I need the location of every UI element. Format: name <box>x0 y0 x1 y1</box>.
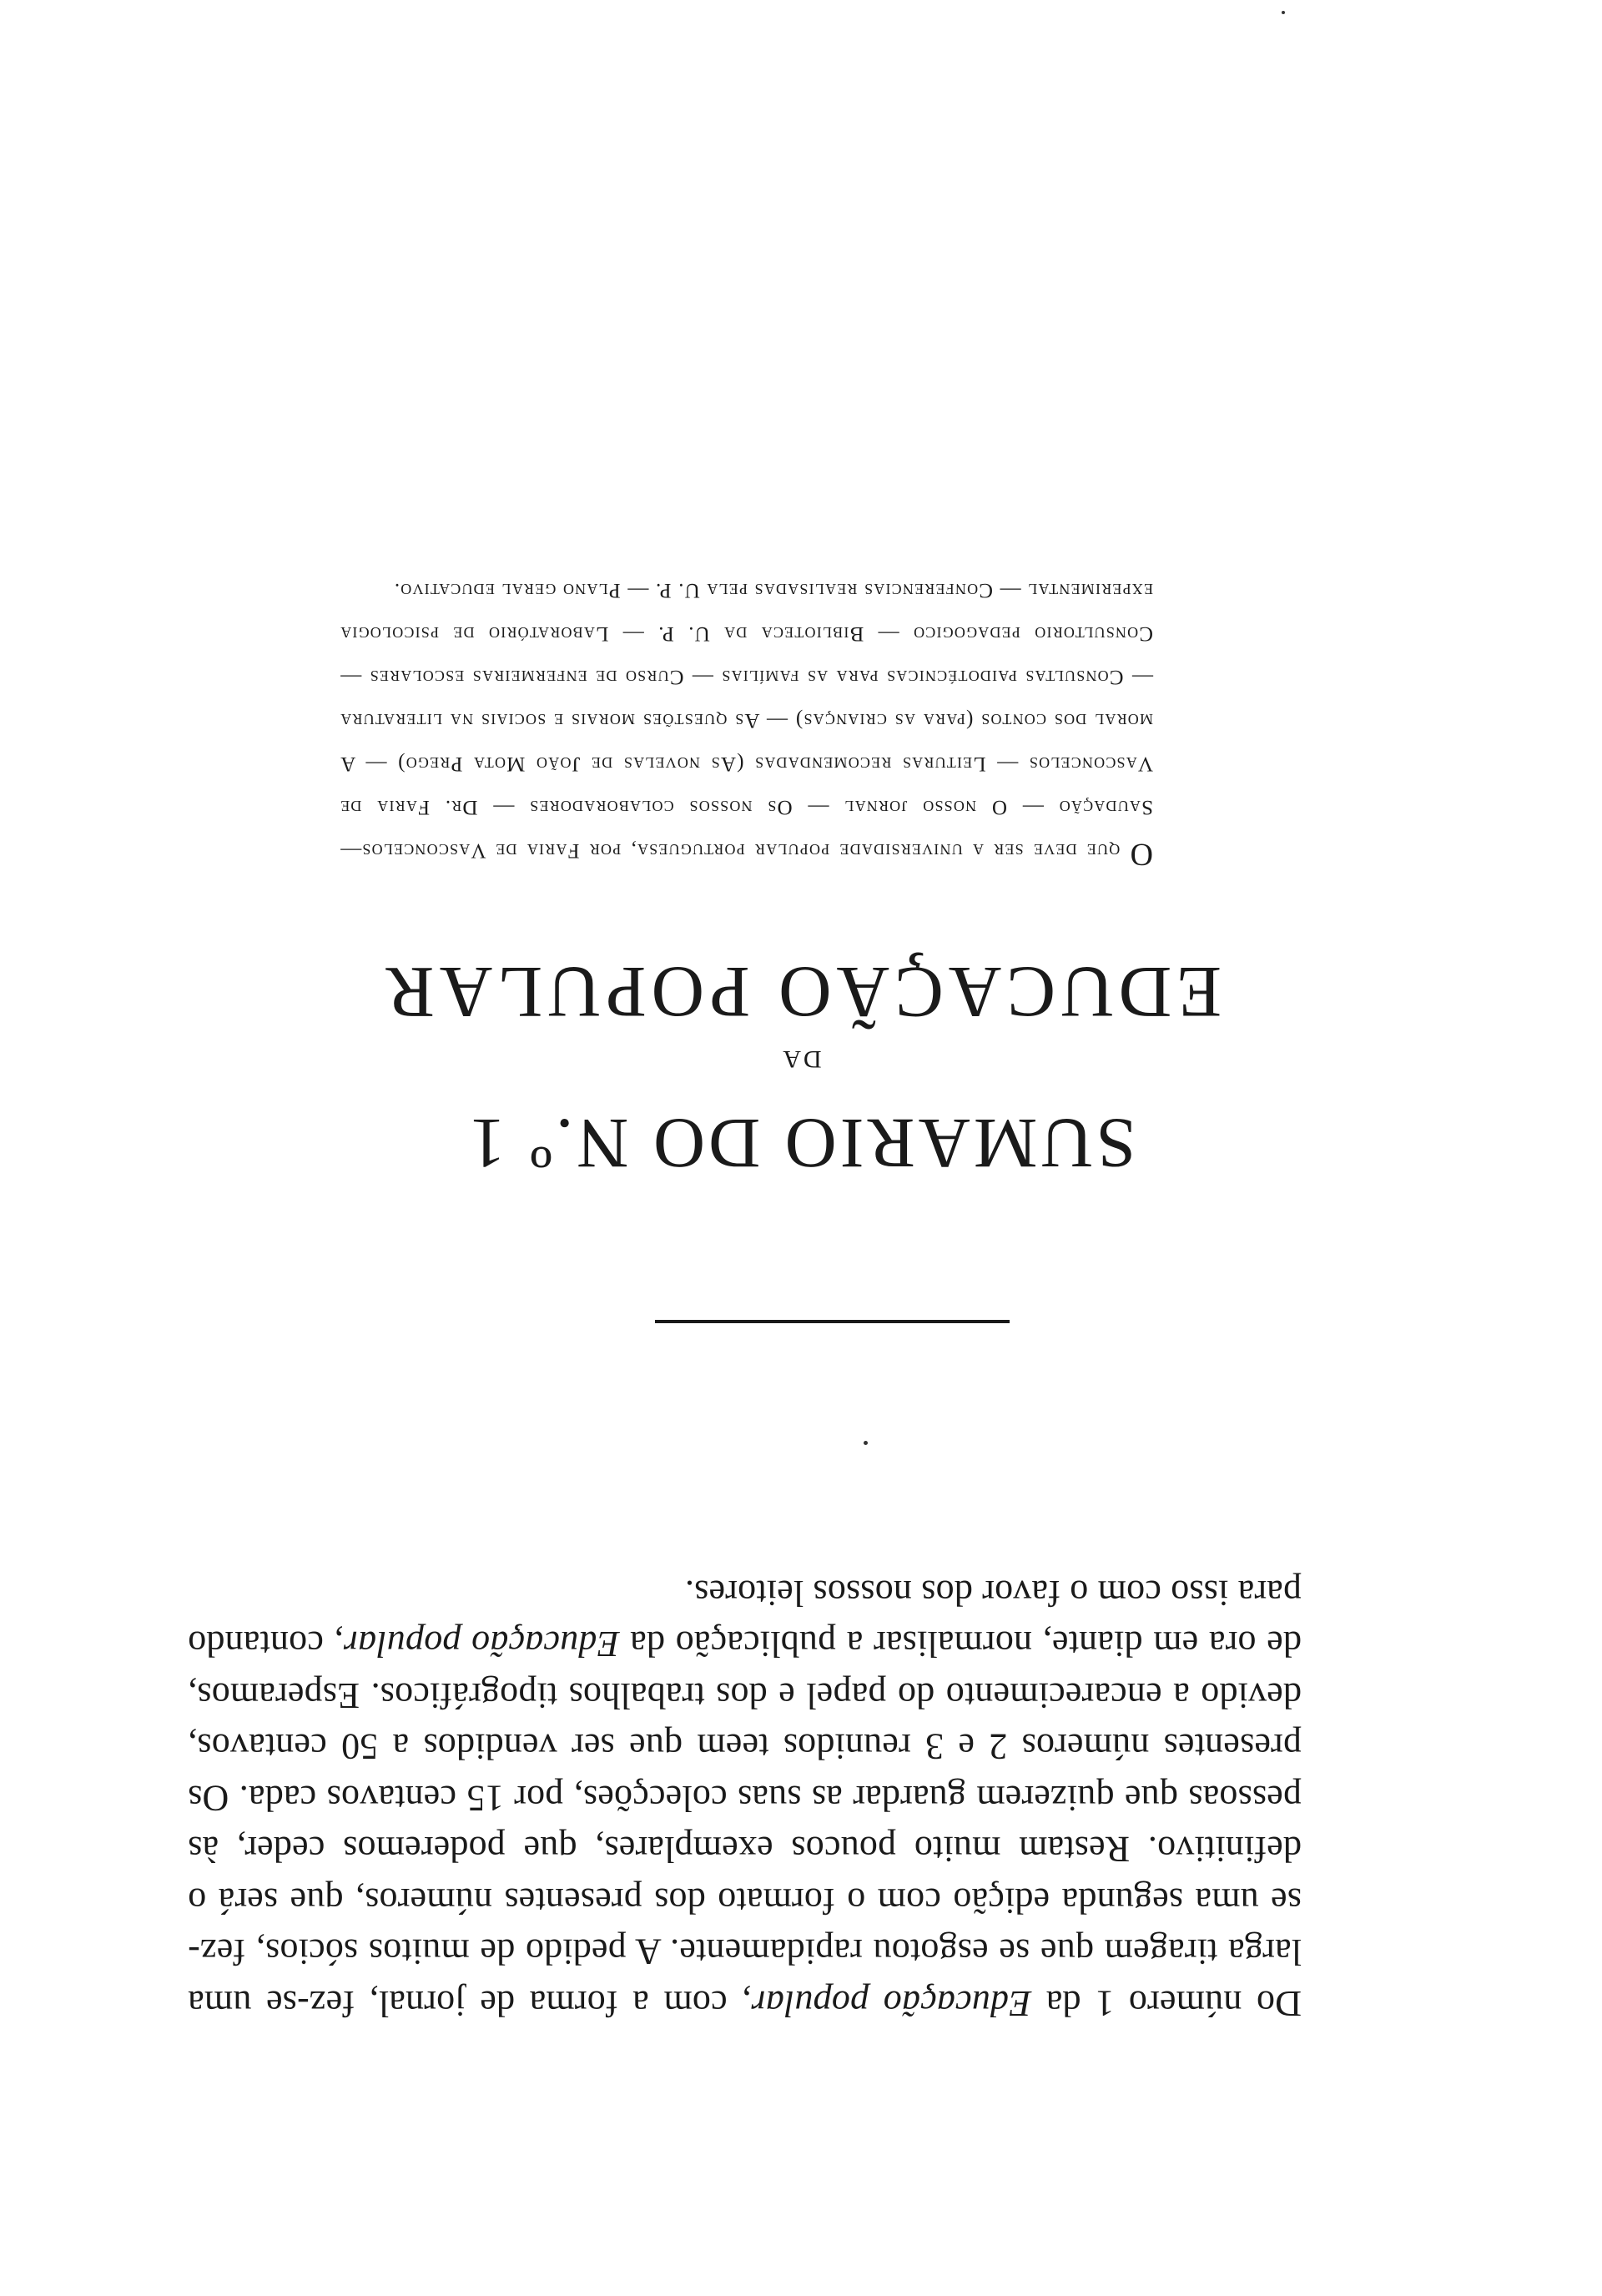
section-divider-rule <box>655 1320 1010 1323</box>
summary-title: SUMARIO DO N.º 1 <box>466 1104 1136 1184</box>
journal-name-italic: Educação popular <box>751 1983 1032 2024</box>
intro-start-text: Do número 1 da <box>1031 1983 1302 2024</box>
print-speck <box>864 1441 868 1445</box>
contents-lead-letter: O <box>1129 837 1153 872</box>
intro-end-text: , contando para isso com o favor dos nossos leitores. <box>187 1573 1302 1665</box>
da-label: DA <box>780 1045 822 1073</box>
contents-text: que deve ser a universidade popular portuguesa, por Faria de Vasconcelos—Saudação — O nosso jornal — Os nossos colaboradores — Dr. Faria de Vasconcelos — Leituras recomendadas (As novelas de João Mota Prego) — A moral dos contos (para as crianças) — As questões morais e sociais na literatura — Consultas paidotécnicas para as famílias — Curso de enfermeiras escolares — Consultorio pedagogico — Biblioteca da U. P. — Laboratório de psicologia experimental — Conferencias realisadas pela U. P. — Plano geral educativo. <box>340 579 1153 862</box>
intro-paragraph <box>188 1568 1302 2030</box>
print-speck <box>1282 11 1285 14</box>
intro-middle-text: , com a forma de jornal, fez-se uma larga tiragem que se esgotou rapidamente. A pedido de muitos sócios, fez-se uma segunda edição com o formato dos presentes números, que será o definitivo. Restam muito poucos exemplares, que poderemos ceder, às pessoas que quizerem guardar as suas colecções, por 15 centavos cada. Os presentes números 2 e 3 reunidos teem que ser vendidos a 50 centavos, devido a encarecimento do papel e dos trabalhos tipográficos. Esperamos, de ora em diante, normalisar a publicação da <box>188 1624 1302 2024</box>
table-of-contents <box>340 568 1153 876</box>
journal-name-italic: Educação popular <box>343 1624 620 1665</box>
journal-title: EDUCAÇÃO POPULAR <box>380 951 1222 1032</box>
